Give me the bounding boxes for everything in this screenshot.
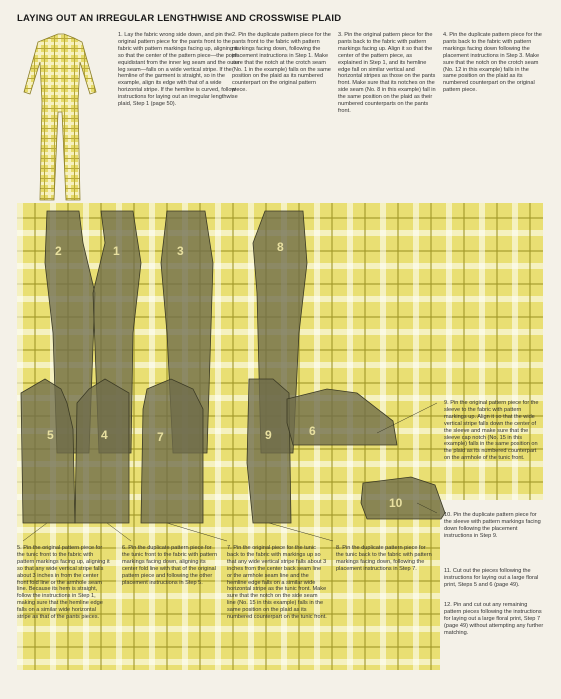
piece-number-10: 10 [389,496,403,510]
step-6-text: 6. Pin the duplicate pattern piece for the tunic front to the fabric with pattern markings facing down, aligning its center fold line with that of the original pattern piece and following the other placement instructions in Step 5. [122,545,218,586]
piece-number-3: 3 [177,244,184,258]
step-10-text: 10. Pin the duplicate pattern piece for the sleeve with pattern markings facing down following the placement instructions in Step 9. [444,512,541,539]
pattern-piece-tunic-back [141,379,203,523]
step-8-text: 8. Pin the duplicate pattern piece for the tunic back to the fabric with pattern markings facing down, following the placement instructions in Step 7. [336,545,432,572]
piece-number-6: 6 [309,424,316,438]
step-4-text: 4. Pin the duplicate pattern piece for the pants back to the fabric with pattern markings facing down following the placement instructions in Step 3. Make sure that the notch on the crotch seam (No. 12 in this example) falls in the same position on the plaid as its numbered counterpart on the original pattern piece. [443,32,542,94]
garment-illustration [18,32,104,204]
pattern-piece-sleeve-duplicate [361,477,445,519]
step-9-text: 9. Pin the original pattern piece for the sleeve to the fabric with pattern markings up. Align it so that the wide vertical stripe falls down the center of the sleeve and make sure that the sleeve cap notch (No. 15 in this example) falls in the same position on the plaid as its numbered counterpart on the armhole of the tunic front. [444,400,539,462]
pattern-piece-tunic-front [75,379,129,523]
piece-number-8: 8 [277,240,284,254]
piece-number-1: 1 [113,244,120,258]
piece-number-4: 4 [101,428,108,442]
step-7-text: 7. Pin the original piece for the tunic back to the fabric with markings up so that any wide vertical stripe falls about 3 inches from the center back seam line or the armhole seam line and the hemline edge falls on a similar wide horizontal stripe as the tunic front. Make sure that the notch on the side seam line (No. 15 in this example) falls in the same position on the plaid as its numbered counterpart on the tunic front. [227,545,327,621]
piece-number-7: 7 [157,430,164,444]
step-3-text: 3. Pin the original pattern piece for the pants back to the fabric with pattern markings facing up. Align it so that the center of the pattern piece, as explained in Step 1, and its hemline edge fall on similar vertical and horizontal stripes as those on the pants front. Make sure that its notches on the side seam (No. 8 in this example) fall in the same position on the plaid as their numbered counterparts on the pants front. [338,32,436,114]
step-2-text: 2. Pin the duplicate pattern piece for the pants front to the fabric with pattern markings facing down, following the placement instructions in Step 1. Make sure that the notch at the crotch seam (No. 1 in the example) falls on the same position on the plaid as its numbered counterpart on the original pattern piece. [232,32,331,94]
page-title: LAYING OUT AN IRREGULAR LENGTHWISE AND CROSSWISE PLAID [17,13,342,24]
piece-number-9: 9 [265,428,272,442]
piece-number-2: 2 [55,244,62,258]
step-5-text: 5. Pin the original pattern piece for the tunic front to the fabric with pattern markings facing up, aligning it so that any wide vertical stripe falls about 3 inches in from the center front fold line or the armhole seam line. Because its hem is straight, follow the instructions in Step 1, making sure that the hemline edge falls on a similar wide horizontal stripe as that of the pants pieces. [17,545,110,621]
pattern-piece-sleeve [287,389,397,445]
piece-number-5: 5 [47,428,54,442]
step-11-text: 11. Cut out the pieces following the instructions for laying out a large floral print, Steps 5 and 6 (page 49). [444,568,539,588]
step-12-text: 12. Pin and cut out any remaining pattern pieces following the instructions for laying out a large floral print, Step 7 (page 49) without attempting any further matching. [444,602,544,636]
step-1-text: 1. Lay the fabric wrong side down, and pin the original pattern piece for the pants front to the fabric with pattern markings facing up, aligning it so that the center of the pattern piece—the point equidistant from the inner leg seam and the outer leg seam—falls on a wide vertical stripe. If the hemline of the garment is straight, so in the example, align its edge with that of a wide horizontal stripe. If the hemline is curved, follow instructions for laying out an irregular lengthwise plaid, Step 1 (page 50). [118,32,240,108]
pattern-piece-tunic-back-duplicate [247,379,291,523]
